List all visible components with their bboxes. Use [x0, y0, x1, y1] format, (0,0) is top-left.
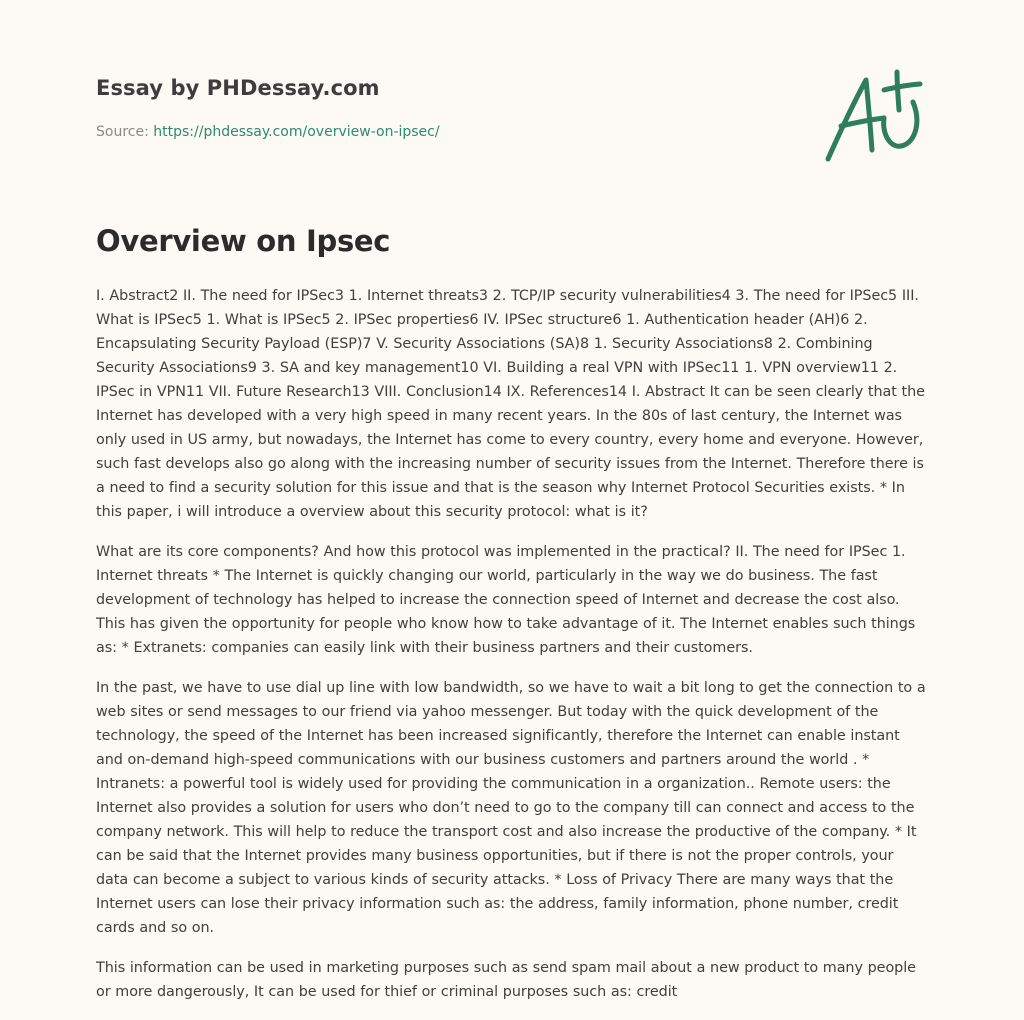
a-plus-grade-icon	[824, 66, 928, 166]
body-paragraph: This information can be used in marketing purposes such as send spam mail about a new product to many people or more dangerously, It can be used for thief or criminal purposes such as: credit	[96, 960, 916, 1000]
source-link[interactable]: https://phdessay.com/overview-on-ipsec/	[153, 124, 440, 140]
page-title: Overview on Ipsec	[96, 224, 391, 258]
body-paragraph: I. Abstract2 II. The need for IPSec3 1. Internet threats3 2. TCP/IP security vulnerabilities4 3. The need for IPSec5 III. What is IPSec5 1. What is IPSec5 2. IPSec properties6 IV. IPSec structure6 1. Authentication header (AH)6 2. Encapsulating Security Payload (ESP)7 V. Security Associations (SA)8 1. Security Associations8 2. Combining Security Associations9 3. SA and key management10 VI. Building a real VPN with IPSec11 1. VPN overview11 2. IPSec in VPN11 VII. Future Research13 VIII. Conclusion14 IX. References14 I. Abstract It can be seen clearly that the Internet has developed with a very high speed in many recent years. In the 80s of last century, the Internet was only used in US army, but nowadays, the Internet has come to every country, every home and everyone. However, such fast develops also go along with the increasing number of security issues from the Internet. Therefore there is a need to find a security solution for this issue and that is the season why Internet Protocol Securities exists. * In this paper, i will introduce a overview about this security protocol: what is it?	[96, 288, 925, 520]
source-label: Source:	[96, 124, 154, 140]
essay-body	[96, 284, 928, 1020]
source-line	[96, 124, 440, 140]
a-plus-logo-graphic	[824, 66, 928, 166]
site-brand: Essay by PHDessay.com	[96, 76, 380, 100]
body-paragraph: What are its core components? And how this protocol was implemented in the practical? II. The need for IPSec 1. Internet threats * The Internet is quickly changing our world, particularly in the way we do business. The fast development of technology has helped to increase the connection speed of Internet and decrease the cost also. This has given the opportunity for people who know how to take advantage of it. The Internet enables such things as: * Extranets: companies can easily link with their business partners and their customers.	[96, 544, 916, 656]
body-paragraph: In the past, we have to use dial up line with low bandwidth, so we have to wait a bit long to get the connection to a web sites or send messages to our friend via yahoo messenger. But today with the quick development of the technology, the speed of the Internet has been increased significantly, therefore the Internet can enable instant and on-demand high-speed communications with our business customers and partners around the world . * Intranets: a powerful tool is widely used for providing the communication in a organization.. Remote users: the Internet also provides a solution for users who don’t need to go to the company till can connect and access to the company network. This will help to reduce the transport cost and also increase the productive of the company. * It can be said that the Internet provides many business opportunities, but if there is not the proper controls, your data can become a subject to various kinds of security attacks. * Loss of Privacy There are many ways that the Internet users can lose their privacy information such as: the address, family information, phone number, credit cards and so on.	[96, 680, 926, 936]
